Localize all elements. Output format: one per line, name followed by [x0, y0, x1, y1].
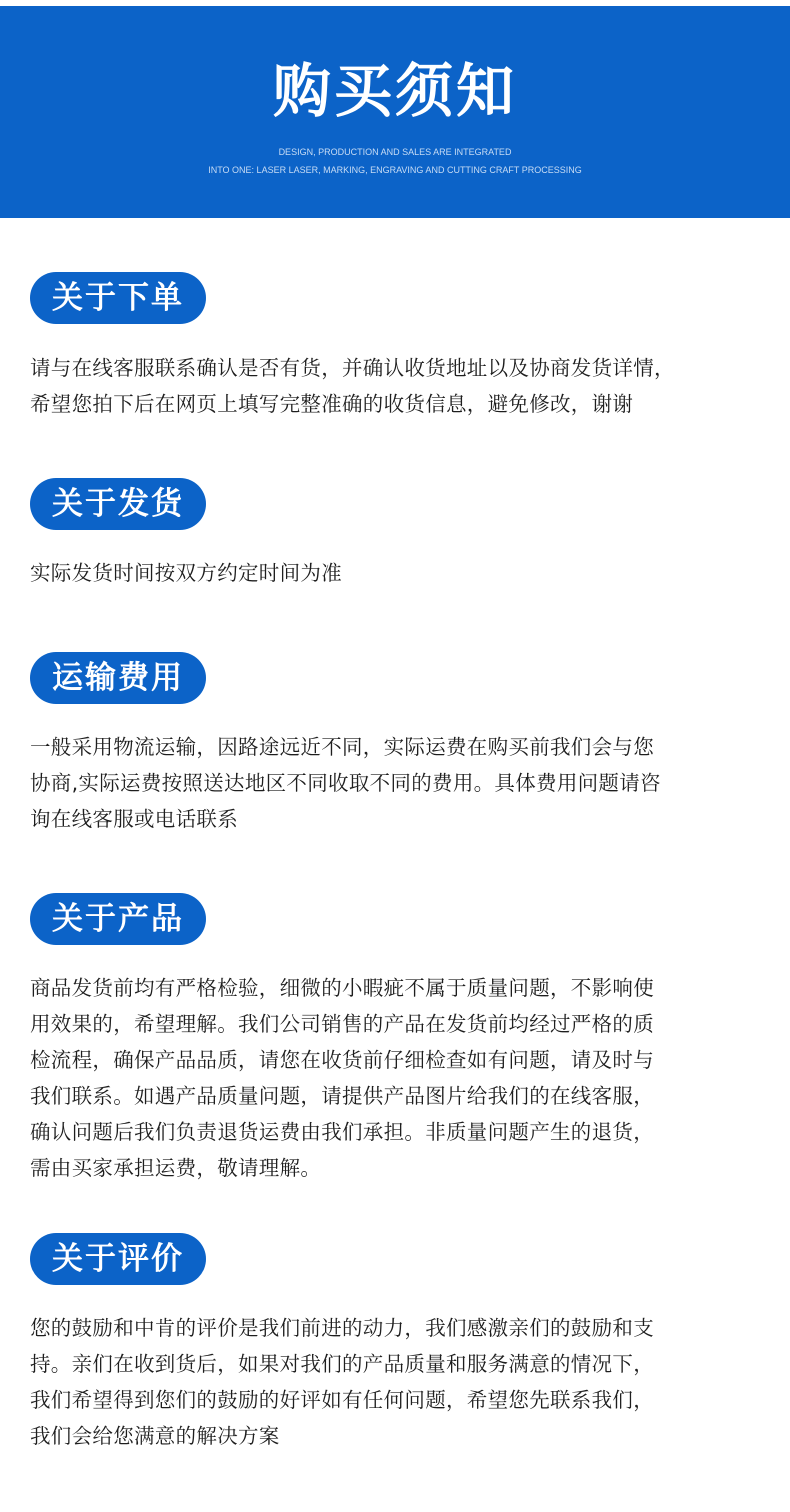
- header-subtitle-line-2: INTO ONE: LASER LASER, MARKING, ENGRAVING AND CUTTING CRAFT PROCESSING: [208, 165, 582, 175]
- header-subtitle-line-1: DESIGN, PRODUCTION AND SALES ARE INTEGRATED: [278, 147, 512, 157]
- section-line: 您的鼓励和中肯的评价是我们前进的动力，我们感激亲们的鼓励和支: [30, 1316, 654, 1340]
- section-line: 我们会给您满意的解决方案: [30, 1424, 280, 1448]
- section-line: 实际发货时间按双方约定时间为准: [30, 561, 342, 585]
- section-body-shipping: [30, 555, 760, 591]
- section-line: 需由买家承担运费，敬请理解。: [30, 1156, 322, 1180]
- section-title-product: 关于产品: [30, 893, 206, 945]
- section-title-ordering: 关于下单: [30, 272, 206, 324]
- section-line: 确认问题后我们负责退货运费由我们承担。非质量问题产生的退货，: [30, 1120, 654, 1144]
- section-line: 询在线客服或电话联系: [30, 807, 238, 831]
- section-body-product: [30, 970, 760, 1186]
- section-line: 请与在线客服联系确认是否有货，并确认收货地址以及协商发货详情，: [30, 356, 675, 380]
- section-line: 协商,实际运费按照送达地区不同收取不同的费用。具体费用问题请咨: [30, 771, 661, 795]
- section-line: 用效果的，希望理解。我们公司销售的产品在发货前均经过严格的质: [30, 1012, 654, 1036]
- section-body-ordering: [30, 350, 760, 422]
- section-line: 我们联系。如遇产品质量问题，请提供产品图片给我们的在线客服，: [30, 1084, 654, 1108]
- section-line: 一般采用物流运输，因路途远近不同，实际运费在购买前我们会与您: [30, 735, 654, 759]
- section-title-freight: 运输费用: [30, 652, 206, 704]
- section-title-shipping: 关于发货: [30, 478, 206, 530]
- section-body-reviews: [30, 1310, 760, 1454]
- section-line: 商品发货前均有严格检验，细微的小暇疵不属于质量问题，不影响使: [30, 976, 654, 1000]
- section-line: 希望您拍下后在网页上填写完整准确的收货信息，避免修改，谢谢: [30, 392, 634, 416]
- section-title-reviews: 关于评价: [30, 1233, 206, 1285]
- section-line: 持。亲们在收到货后，如果对我们的产品质量和服务满意的情况下，: [30, 1352, 654, 1376]
- page-title: 购买须知: [272, 57, 517, 125]
- section-body-freight: [30, 729, 760, 837]
- section-line: 检流程，确保产品品质，请您在收货前仔细检查如有问题，请及时与: [30, 1048, 654, 1072]
- section-line: 我们希望得到您们的鼓励的好评如有任何问题，希望您先联系我们，: [30, 1388, 654, 1412]
- header-banner: [0, 6, 790, 218]
